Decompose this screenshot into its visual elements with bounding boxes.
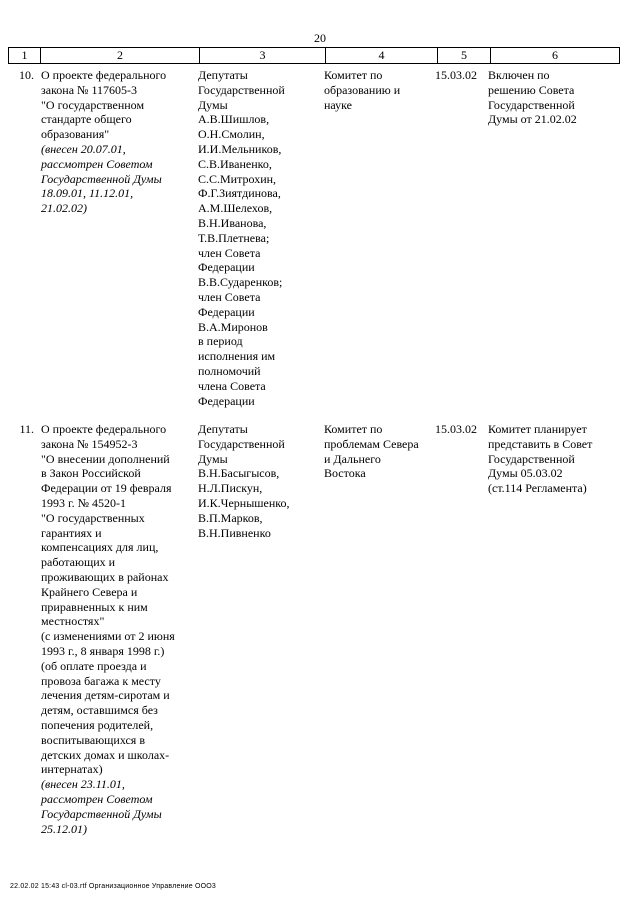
- bill-text-line: 21.02.02): [41, 201, 87, 216]
- table-header: [8, 47, 620, 64]
- status-line: Комитет планирует: [488, 422, 587, 436]
- author-line: Государственной: [198, 436, 285, 451]
- author-line: Ф.Г.Зиятдинова,: [198, 186, 281, 201]
- bill-text-line: гарантиях и: [41, 525, 102, 540]
- bill-status: [488, 68, 618, 127]
- author-line: А.М.Шелехов,: [198, 201, 273, 216]
- author-line: В.Н.Иванова,: [198, 215, 267, 230]
- author-line: И.И.Мельников,: [198, 141, 282, 156]
- column-header-6: 6: [552, 48, 558, 62]
- responsible-committee: [324, 68, 434, 112]
- column-header-2: 2: [41, 48, 200, 63]
- committee-line: науке: [324, 97, 352, 112]
- bill-text-line: "О государственных: [41, 510, 145, 525]
- status-line: Государственной: [488, 97, 575, 112]
- author-line: Депутаты: [198, 68, 248, 82]
- bill-text-line: интернатах): [41, 762, 103, 777]
- bill-text-line: (об оплате проезда и: [41, 658, 147, 673]
- bill-text-line: в Закон Российской: [41, 466, 141, 481]
- column-header-4: 4: [326, 48, 438, 63]
- author-line: в период: [198, 334, 243, 349]
- author-line: Т.В.Плетнева;: [198, 230, 270, 245]
- author-line: В.П.Марков,: [198, 510, 263, 525]
- author-line: Н.Л.Пискун,: [198, 481, 263, 496]
- author-line: член Совета: [198, 289, 261, 304]
- author-line: В.Н.Басыгысов,: [198, 466, 280, 481]
- bill-text-line: попечения родителей,: [41, 717, 154, 732]
- page-number: 20: [314, 31, 326, 45]
- author-line: полномочий: [198, 363, 261, 378]
- bill-text-line: (внесен 23.11.01,: [41, 777, 125, 792]
- bill-text-line: О проекте федерального: [41, 68, 167, 82]
- bill-description: [41, 422, 197, 836]
- bill-text-line: О проекте федерального: [41, 422, 167, 436]
- author-line: Федерации: [198, 260, 255, 275]
- bill-text-line: работающих и: [41, 555, 116, 570]
- bill-text-line: детских домах и школах-: [41, 747, 170, 762]
- column-header-3: 3: [200, 48, 326, 63]
- bill-text-line: 1993 г. № 4520-1: [41, 495, 127, 510]
- author-line: члена Совета: [198, 378, 266, 393]
- author-line: Депутаты: [198, 422, 248, 436]
- row-number: 10.: [19, 68, 34, 82]
- bill-authors: [198, 422, 322, 540]
- status-line: Думы от 21.02.02: [488, 112, 577, 127]
- bill-text-line: (с изменениями от 2 июня: [41, 629, 175, 644]
- bill-text-line: "О государственном: [41, 97, 145, 112]
- bill-text-line: компенсациях для лиц,: [41, 540, 159, 555]
- committee-line: проблемам Севера: [324, 436, 419, 451]
- bill-text-line: воспитывающихся в: [41, 732, 145, 747]
- author-line: В.В.Сударенков;: [198, 275, 283, 290]
- author-line: Федерации: [198, 304, 255, 319]
- author-line: С.В.Иваненко,: [198, 156, 272, 171]
- committee-line: образованию и: [324, 82, 401, 97]
- bill-text-line: провоза багажа к месту: [41, 673, 161, 688]
- bill-text-line: "О внесении дополнений: [41, 451, 170, 466]
- column-header-1: 1: [9, 48, 41, 63]
- bill-text-line: 1993 г., 8 января 1998 г.): [41, 643, 165, 658]
- document-footer: 22.02.02 15:43 cl-03.rtf Организационное Управление ООО3: [10, 883, 217, 890]
- row-number: 11.: [19, 422, 34, 436]
- author-line: И.К.Чернышенко,: [198, 495, 290, 510]
- status-line: Думы 05.03.02: [488, 466, 563, 481]
- author-line: Думы: [198, 97, 228, 112]
- author-line: О.Н.Смолин,: [198, 127, 265, 142]
- bill-text-line: Крайнего Севера и: [41, 584, 138, 599]
- bill-text-line: проживающих в районах: [41, 569, 169, 584]
- bill-text-line: местностях": [41, 614, 105, 629]
- column-header-5: 5: [438, 48, 491, 63]
- review-date: 15.03.02: [435, 68, 477, 82]
- committee-line: Комитет по: [324, 68, 383, 82]
- status-line: представить в Совет: [488, 436, 593, 451]
- status-line: решению Совета: [488, 82, 575, 97]
- committee-line: Комитет по: [324, 422, 383, 436]
- author-line: Федерации: [198, 393, 255, 408]
- bill-text-line: приравненных к ним: [41, 599, 148, 614]
- review-date: 15.03.02: [435, 422, 477, 436]
- bill-status: [488, 422, 618, 496]
- bill-text-line: рассмотрен Советом: [41, 156, 153, 171]
- status-line: Государственной: [488, 451, 575, 466]
- author-line: член Совета: [198, 245, 261, 260]
- author-line: Государственной: [198, 82, 285, 97]
- bill-text-line: образования": [41, 127, 110, 142]
- responsible-committee: [324, 422, 434, 481]
- bill-text-line: рассмотрен Советом: [41, 791, 153, 806]
- author-line: А.В.Шишлов,: [198, 112, 270, 127]
- bill-text-line: закона № 117605-3: [41, 82, 138, 97]
- bill-text-line: Федерации от 19 февраля: [41, 481, 172, 496]
- bill-text-line: Государственной Думы: [41, 171, 162, 186]
- author-line: В.Н.Пивненко: [198, 525, 271, 540]
- bill-text-line: 25.12.01): [41, 821, 87, 836]
- bill-description: [41, 68, 197, 216]
- author-line: Думы: [198, 451, 228, 466]
- status-line: (ст.114 Регламента): [488, 481, 587, 496]
- committee-line: и Дальнего: [324, 451, 381, 466]
- bill-text-line: стандарте общего: [41, 112, 132, 127]
- bill-text-line: (внесен 20.07.01,: [41, 141, 126, 156]
- bill-text-line: закона № 154952-3: [41, 436, 138, 451]
- author-line: С.С.Митрохин,: [198, 171, 277, 186]
- status-line: Включен по: [488, 68, 550, 82]
- bill-text-line: 18.09.01, 11.12.01,: [41, 186, 134, 201]
- bill-authors: [198, 68, 322, 408]
- bill-text-line: Государственной Думы: [41, 806, 162, 821]
- author-line: В.А.Миронов: [198, 319, 268, 334]
- committee-line: Востока: [324, 466, 366, 481]
- bill-text-line: детям, оставшимся без: [41, 703, 158, 718]
- author-line: исполнения им: [198, 349, 276, 364]
- bill-text-line: лечения детям-сиротам и: [41, 688, 170, 703]
